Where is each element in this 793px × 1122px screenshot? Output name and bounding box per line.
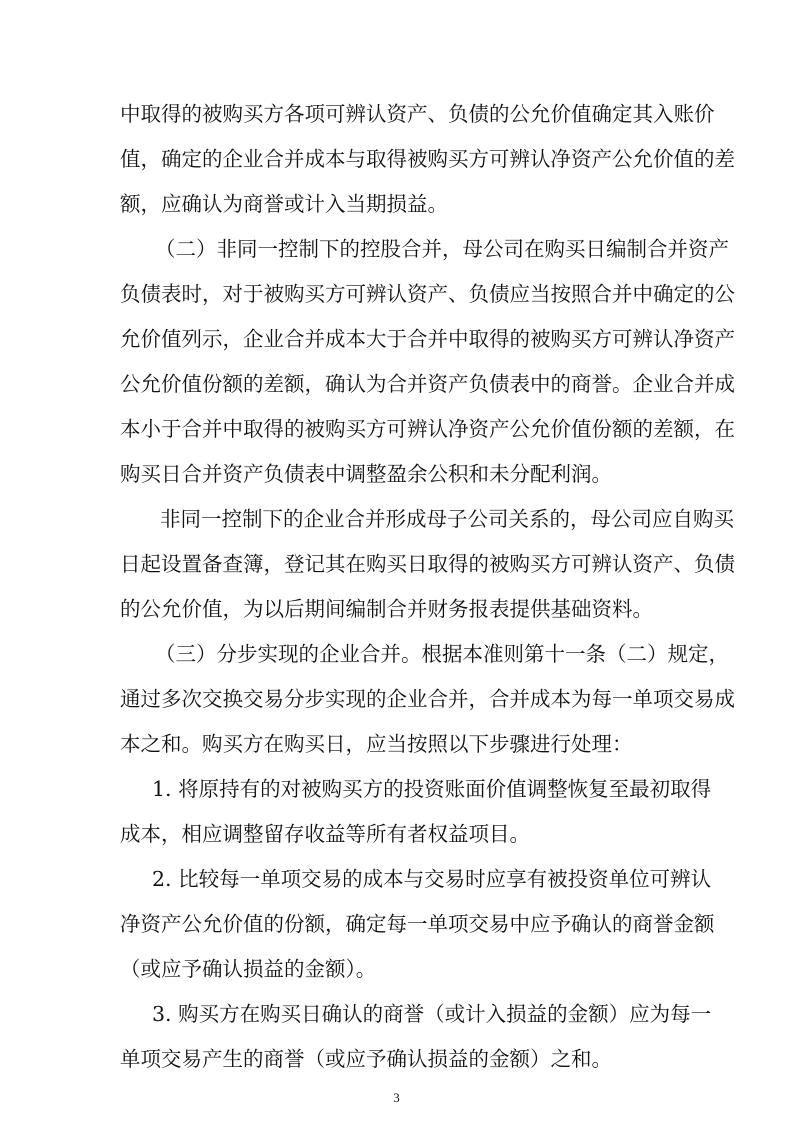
text-line: 成本，相应调整留存收益等所有者权益项目。	[120, 822, 530, 846]
text-line: 通过多次交换交易分步实现的企业合并，合并成本为每一单项交易成	[120, 687, 735, 711]
text-line: 净资产公允价值的份额，确定每一单项交易中应予确认的商誉金额	[120, 912, 715, 936]
text-line: 允价值列示，企业合并成本大于合并中取得的被购买方可辨认净资产	[120, 327, 735, 351]
text-line: 2. 比较每一单项交易的成本与交易时应享有被投资单位可辨认	[152, 867, 712, 891]
text-line: 1. 将原持有的对被购买方的投资账面价值调整恢复至最初取得	[152, 777, 712, 801]
text-line: 公允价值份额的差额，确认为合并资产负债表中的商誉。企业合并成	[120, 372, 735, 396]
text-line: 本小于合并中取得的被购买方可辨认净资产公允价值份额的差额，在	[120, 417, 735, 441]
text-line: 购买日合并资产负债表中调整盈余公积和未分配利润。	[120, 462, 612, 486]
text-line: 单项交易产生的商誉（或应予确认损益的金额）之和。	[120, 1047, 612, 1071]
page-number: 3	[393, 1090, 400, 1105]
text-line: （三）分步实现的企业合并。根据本准则第十一条（二）规定，	[155, 642, 729, 666]
text-line: 额，应确认为商誉或计入当期损益。	[120, 192, 448, 216]
text-line: 负债表时，对于被购买方可辨认资产、负债应当按照合并中确定的公	[120, 282, 735, 306]
text-line: 3. 购买方在购买日确认的商誉（或计入损益的金额）应为每一	[152, 1002, 712, 1026]
text-line: 的公允价值，为以后期间编制合并财务报表提供基础资料。	[120, 597, 653, 621]
text-line: 值，确定的企业合并成本与取得被购买方可辨认净资产公允价值的差	[120, 147, 735, 171]
text-line: （或应予确认损益的金额）。	[120, 957, 377, 981]
text-line: 日起设置备查簿，登记其在购买日取得的被购买方可辨认资产、负债	[120, 552, 735, 576]
text-line: 非同一控制下的企业合并形成母子公司关系的，母公司应自购买	[160, 507, 734, 531]
text-line: 本之和。购买方在购买日，应当按照以下步骤进行处理：	[120, 732, 633, 756]
text-line: （二）非同一控制下的控股合并，母公司在购买日编制合并资产	[155, 237, 729, 261]
text-line: 中取得的被购买方各项可辨认资产、负债的公允价值确定其入账价	[120, 102, 715, 126]
